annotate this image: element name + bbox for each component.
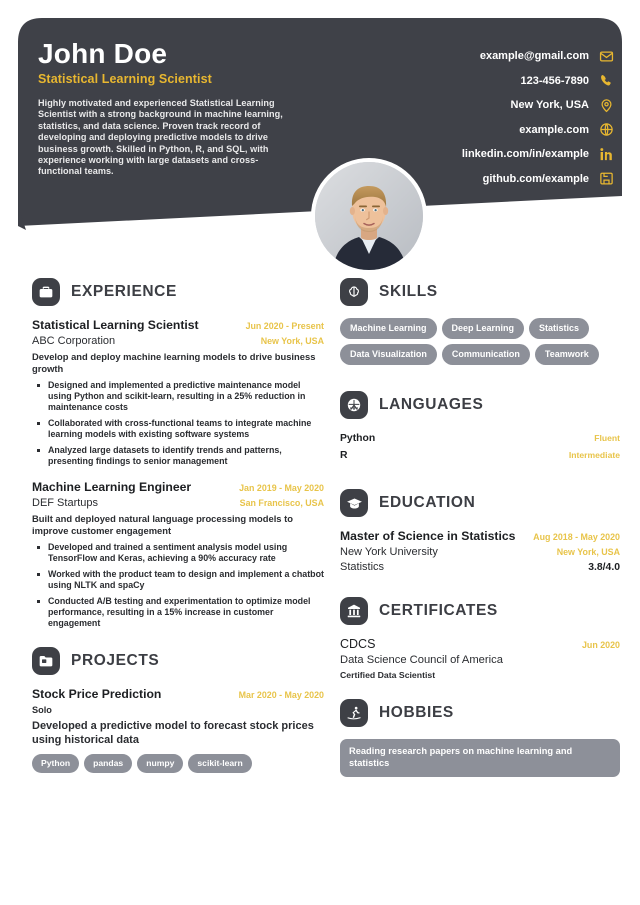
experience-bullet: Developed and trained a sentiment analysis model using TensorFlow and Keras, achieving a 90% accuracy rate	[32, 542, 324, 564]
project-title: Stock Price Prediction	[32, 687, 162, 702]
skills-title: SKILLS	[379, 283, 438, 300]
experience-job-title: Statistical Learning Scientist	[32, 318, 199, 332]
experience-location: San Francisco, USA	[239, 498, 324, 509]
contact-item-github[interactable]	[483, 171, 614, 187]
contact-website-text: example.com	[519, 123, 589, 136]
folder-icon	[32, 647, 60, 675]
skier-icon	[340, 699, 368, 727]
contact-location-text: New York, USA	[510, 99, 589, 111]
section-experience	[32, 278, 324, 629]
certificates-header	[340, 597, 620, 625]
candidate-summary: Highly motivated and experienced Statistical Learning Scientist with a strong background in machine learning, statistics, and data science. Proven track record of developing and deploying predictive models to drive business growth. Skilled in Python, R, and SQL, with experience working with large datasets and cross-functional teams.	[38, 98, 283, 177]
language-name: R	[340, 450, 348, 461]
contact-item-linkedin[interactable]	[462, 146, 614, 162]
project-description: Developed a predictive model to forecast stock prices using historical data	[32, 720, 314, 746]
experience-bullet: Conducted A/B testing and experimentation to optimize model performance, resulting in a 15% increase in customer engagement	[32, 596, 324, 629]
contact-email-text: example@gmail.com	[479, 50, 589, 62]
brain-icon	[340, 278, 368, 306]
project-tag[interactable]: Python	[32, 754, 79, 773]
certificate-issuer: Data Science Council of America	[340, 654, 503, 666]
profile-photo	[311, 158, 427, 274]
language-level: Intermediate	[568, 450, 620, 460]
contact-phone-text: 123-456-7890	[520, 74, 589, 87]
projects-header	[32, 647, 324, 675]
experience-bullet: Designed and implemented a predictive maintenance model using Python and scikit-learn, resulting in a 25% reduction in maintenance costs	[32, 380, 324, 413]
project-tag[interactable]: pandas	[84, 754, 132, 773]
linkedin-icon	[598, 146, 614, 162]
languages-title: LANGUAGES	[379, 396, 484, 413]
hobbies-header	[340, 699, 620, 727]
experience-bullets	[32, 542, 324, 629]
education-gpa: 3.8/4.0	[588, 562, 620, 573]
experience-header	[32, 278, 324, 306]
experience-description: Develop and deploy machine learning models to drive business growth	[32, 351, 316, 374]
experience-bullets	[32, 380, 324, 467]
skill-tag[interactable]: Machine Learning	[340, 318, 437, 339]
language-row	[340, 431, 620, 446]
skill-tag[interactable]: Statistics	[529, 318, 589, 339]
certificate-note: Certified Data Scientist	[340, 670, 436, 680]
skills-tag-list	[340, 318, 620, 365]
education-entry	[340, 529, 620, 575]
section-skills	[340, 278, 620, 365]
experience-description: Built and deployed natural language processing models to improve customer engagement	[32, 513, 293, 536]
education-date: Aug 2018 - May 2020	[533, 532, 620, 542]
language-level: Fluent	[594, 433, 620, 443]
experience-bullet: Analyzed large datasets to identify trends and patterns, presenting findings to senior management	[32, 445, 324, 467]
profile-photo-image	[315, 162, 423, 270]
hobbies-title: HOBBIES	[379, 704, 454, 721]
experience-company: DEF Startups	[32, 497, 99, 510]
experience-title: EXPERIENCE	[71, 283, 177, 300]
experience-entry	[32, 318, 324, 467]
contact-linkedin-text: linkedin.com/in/example	[461, 148, 589, 160]
phone-icon	[598, 73, 614, 89]
briefcase-icon	[32, 278, 60, 306]
github-save-icon	[598, 171, 614, 187]
right-column	[340, 278, 620, 781]
contact-item-website[interactable]	[519, 122, 614, 138]
certificate-entry	[340, 637, 620, 681]
certificates-title: CERTIFICATES	[379, 602, 498, 619]
project-tags	[32, 754, 324, 773]
projects-title: PROJECTS	[71, 652, 160, 670]
candidate-subtitle: Statistical Learning Scientist	[38, 72, 212, 86]
experience-job-date: Jun 2020 - Present	[245, 321, 324, 331]
skills-header	[340, 278, 620, 306]
hobby-item: Reading research papers on machine learning and statistics	[340, 739, 620, 777]
certificate-building-icon	[340, 597, 368, 625]
location-pin-icon	[598, 97, 614, 113]
education-location: New York, USA	[556, 547, 620, 557]
skill-tag[interactable]: Data Visualization	[340, 344, 437, 365]
section-languages	[340, 391, 620, 463]
contact-item-location[interactable]	[511, 97, 614, 113]
education-header	[340, 489, 620, 517]
education-degree: Master of Science in Statistics	[340, 529, 516, 543]
education-field: Statistics	[340, 561, 385, 573]
skill-tag[interactable]: Deep Learning	[442, 318, 525, 339]
contact-item-email[interactable]	[480, 48, 614, 64]
certificate-name: CDCS	[340, 637, 376, 651]
candidate-name: John Doe	[38, 38, 168, 69]
email-icon	[598, 48, 614, 64]
graduation-cap-icon	[340, 489, 368, 517]
project-date: Mar 2020 - May 2020	[238, 690, 324, 701]
experience-bullet: Collaborated with cross-functional teams to integrate machine learning models with existing software systems	[32, 418, 324, 440]
project-tag[interactable]: numpy	[137, 754, 183, 773]
section-education	[340, 489, 620, 575]
experience-job-title: Machine Learning Engineer	[32, 480, 192, 495]
contact-item-phone[interactable]	[520, 73, 614, 89]
project-role: Solo	[32, 705, 52, 716]
section-certificates	[340, 597, 620, 681]
project-tag[interactable]: scikit-learn	[188, 754, 251, 773]
experience-company: ABC Corporation	[32, 335, 116, 347]
language-name: Python	[340, 433, 376, 444]
skill-tag[interactable]: Teamwork	[535, 344, 599, 365]
experience-location: New York, USA	[260, 336, 324, 346]
project-entry	[32, 687, 324, 773]
languages-header	[340, 391, 620, 419]
education-school: New York University	[340, 546, 438, 558]
experience-entry	[32, 480, 324, 629]
education-title: EDUCATION	[379, 494, 476, 511]
contact-github-text: github.com/example	[482, 172, 589, 185]
header-banner	[0, 0, 640, 250]
section-projects	[32, 647, 324, 773]
experience-job-date: Jan 2019 - May 2020	[239, 483, 324, 494]
language-row	[340, 448, 620, 463]
section-hobbies	[340, 699, 620, 777]
skill-tag[interactable]: Communication	[442, 344, 530, 365]
certificate-date: Jun 2020	[582, 640, 620, 650]
language-globe-icon	[340, 391, 368, 419]
globe-icon	[598, 122, 614, 138]
experience-bullet: Worked with the product team to design and implement a chatbot using NLTK and spaCy	[32, 569, 324, 591]
left-column	[32, 278, 324, 786]
